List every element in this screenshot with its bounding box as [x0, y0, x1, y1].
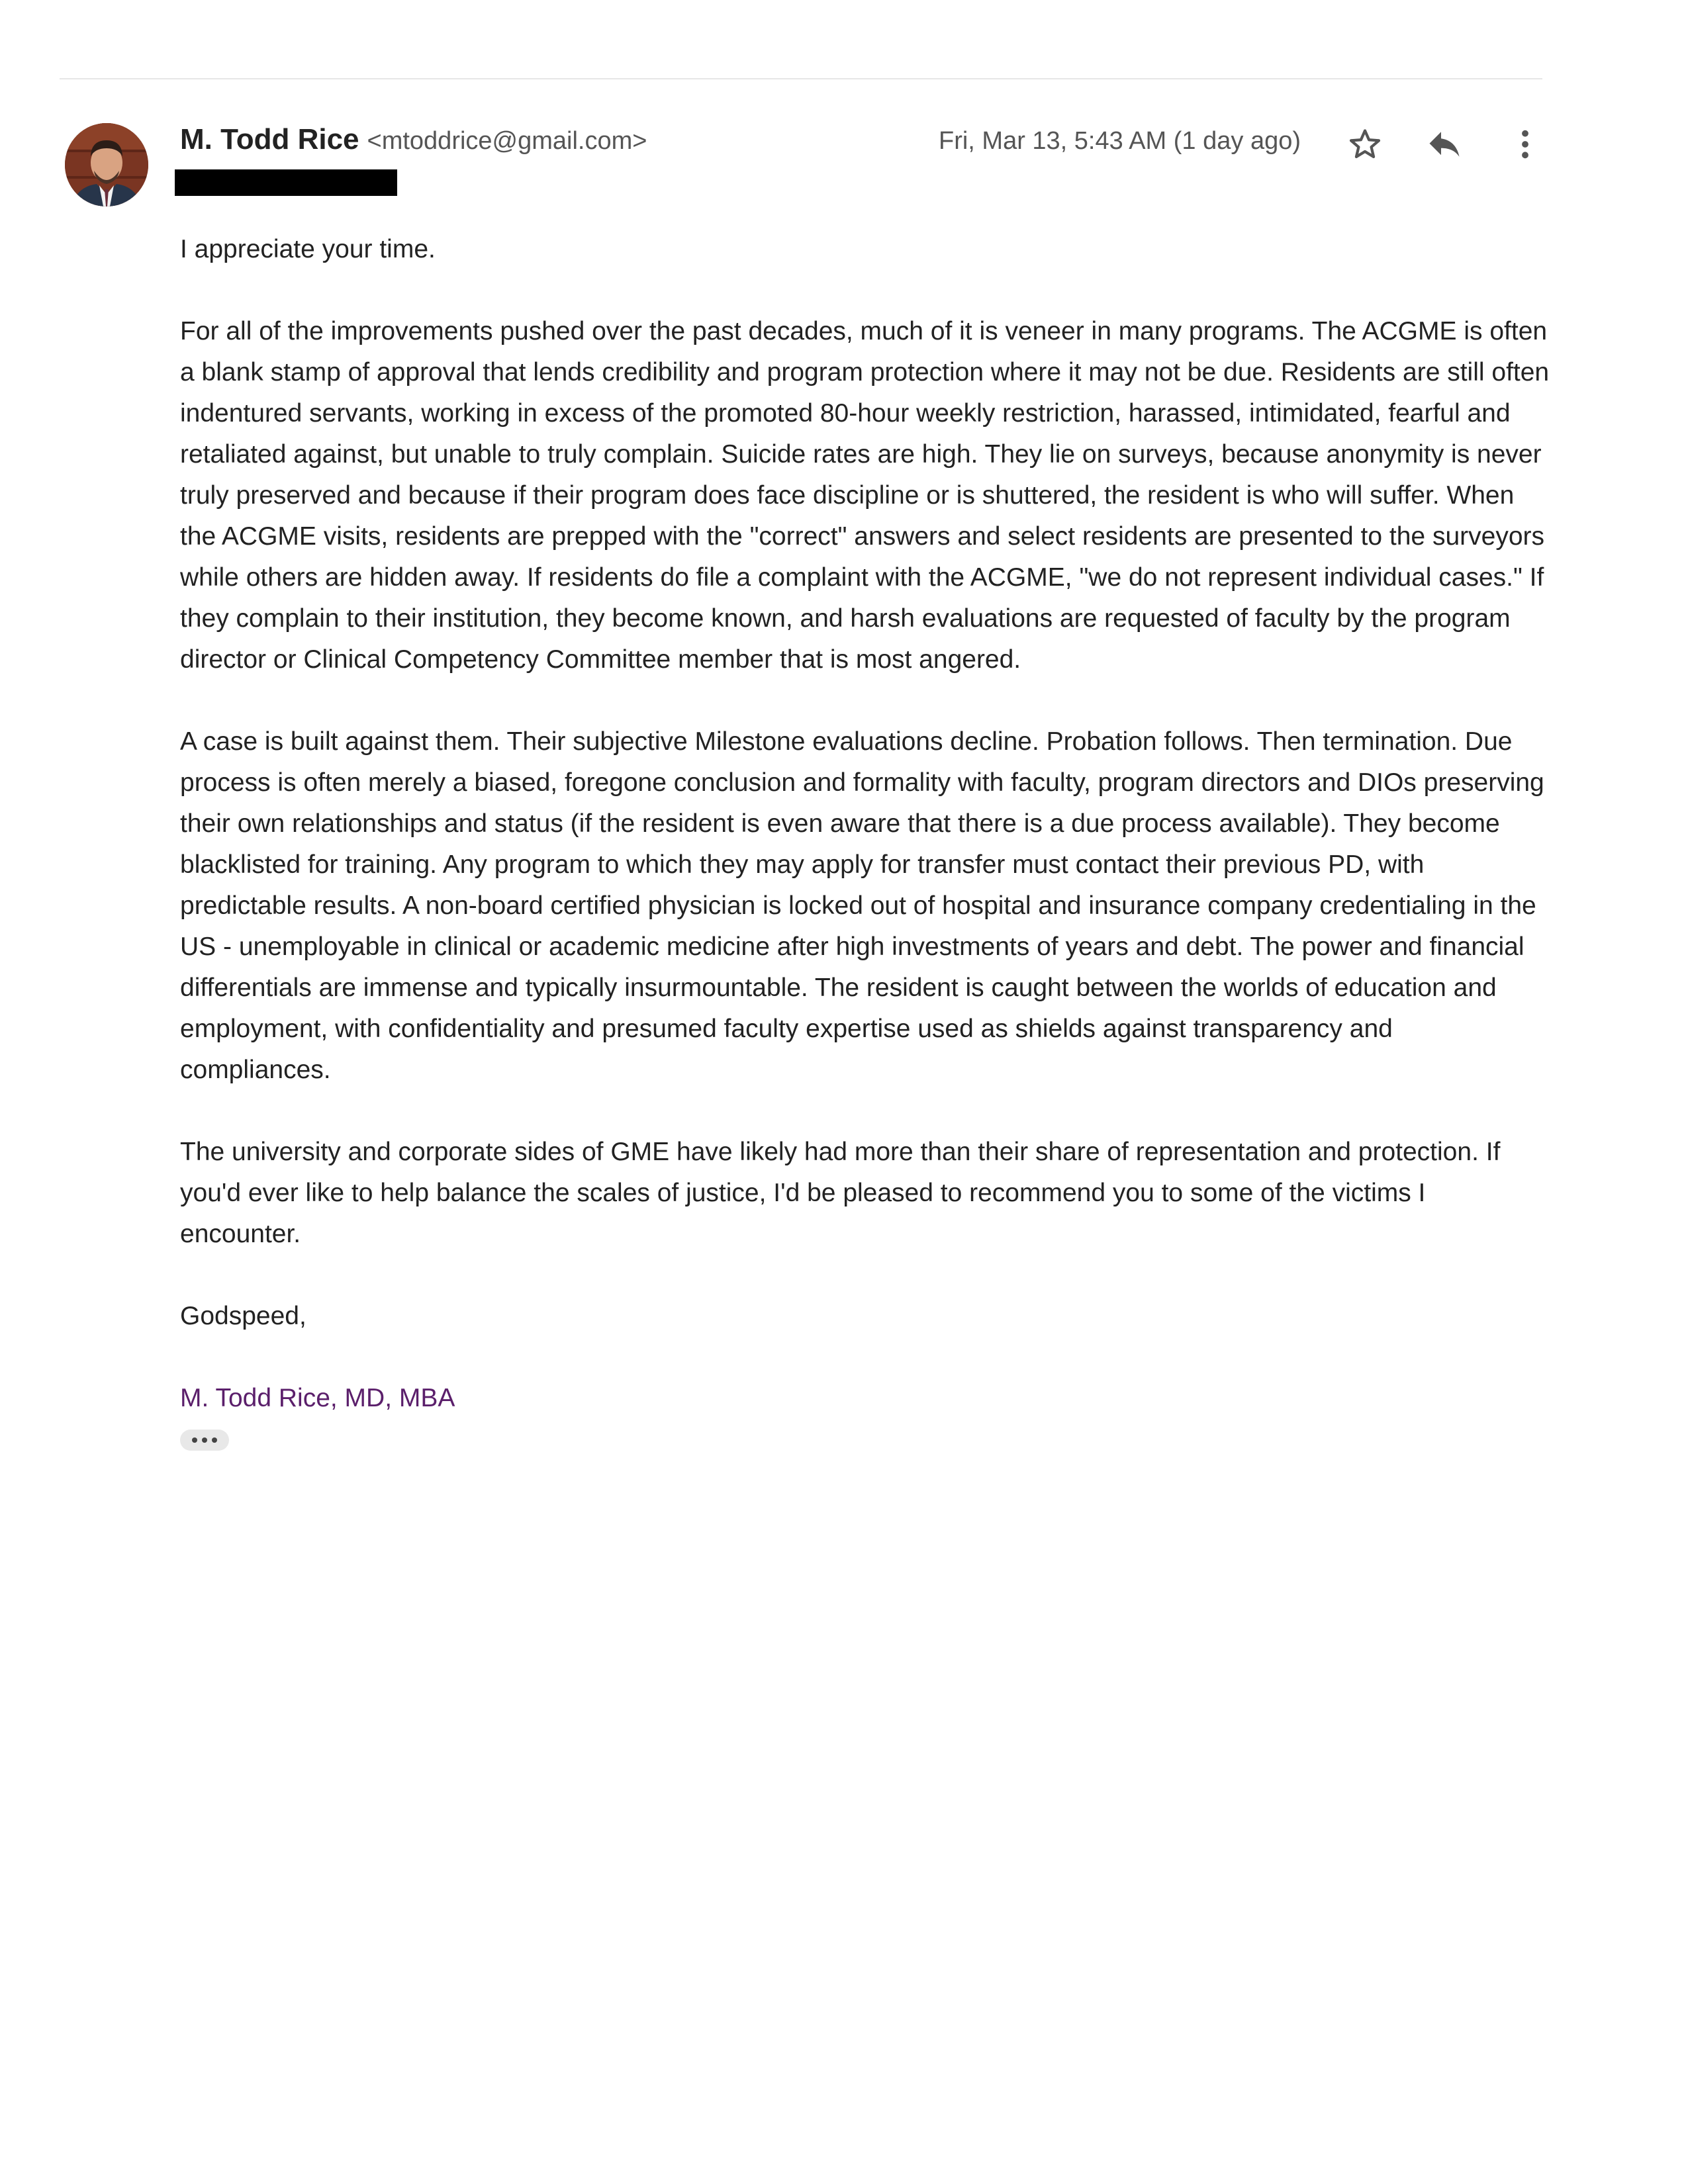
ellipsis-icon	[212, 1437, 217, 1443]
sender-name[interactable]: M. Todd Rice	[180, 123, 359, 156]
avatar-photo	[65, 123, 148, 206]
message-body	[180, 229, 1550, 1460]
closing-line: Godspeed,	[180, 1302, 306, 1330]
reply-button[interactable]	[1422, 122, 1467, 167]
body-paragraph-3: The university and corporate sides of GME have likely had more than their share of representation and protection. If you'd ever like to help balance the scales of justice, I'd be pleased to recommend you to some of the victims I encounter.	[180, 1138, 1501, 1248]
ellipsis-icon	[202, 1437, 207, 1443]
signature: M. Todd Rice, MD, MBA	[180, 1384, 455, 1412]
sender-email[interactable]: <mtoddrice@gmail.com>	[367, 127, 647, 155]
message-timestamp[interactable]: Fri, Mar 13, 5:43 AM (1 day ago)	[938, 127, 1301, 155]
body-paragraph-1: For all of the improvements pushed over the past decades, much of it is veneer in many programs. The ACGME is often a blank stamp of approval that lends credibility and program protection where it may not be due. Residents are still often indentured servants, working in excess of the promoted 80-hour weekly restriction, harassed, intimidated, fearful and retaliated against, but unable to truly complain. Suicide rates are high. They lie on surveys, because anonymity is never truly preserved and because if their program does face discipline or is shuttered, the resident is who will suffer. When the ACGME visits, residents are prepped with the "correct" answers and select residents are presented to the surveyors while others are hidden away. If residents do file a complaint with the ACGME, "we do not represent individual cases." If they complain to their institution, they become known, and harsh evaluations are requested of faculty by the program director or Clinical Competency Committee member that is most angered.	[180, 317, 1550, 674]
show-trimmed-content-button[interactable]	[180, 1430, 229, 1451]
ellipsis-icon	[192, 1437, 197, 1443]
sender-avatar[interactable]	[65, 123, 148, 206]
sender-line	[180, 123, 647, 163]
star-button[interactable]	[1342, 122, 1387, 167]
reply-icon	[1425, 124, 1464, 164]
greeting-line: I appreciate your time.	[180, 235, 436, 263]
star-icon	[1346, 126, 1383, 163]
top-divider	[60, 78, 1542, 79]
more-vert-icon	[1507, 126, 1544, 163]
more-options-button[interactable]	[1503, 122, 1548, 167]
body-paragraph-2: A case is built against them. Their subjective Milestone evaluations decline. Probation follows. Then termination. Due process is often merely a biased, foregone conclusion and formality with faculty, program directors and DIOs preserving their own relationships and status (if the resident is even aware that there is a due process available). They become blacklisted for training. Any program to which they may apply for transfer must contact their previous PD, with predictable results. A non-board certified physician is locked out of hospital and insurance company credentialing in the US - unemployable in clinical or academic medicine after high investments of years and debt. The power and financial differentials are immense and typically insurmountable. The resident is caught between the worlds of education and employment, with confidentiality and presumed faculty expertise used as shields against transparency and compliances.	[180, 727, 1544, 1084]
redacted-recipient	[175, 169, 397, 196]
